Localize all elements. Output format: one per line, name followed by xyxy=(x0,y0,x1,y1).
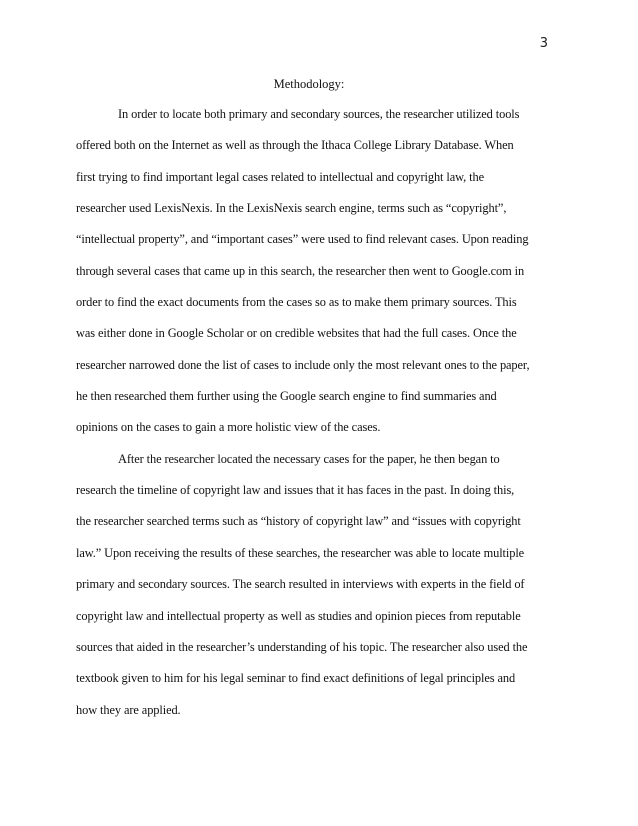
body-text xyxy=(76,106,550,733)
paragraph-2-line: copyright law and intellectual property as well as studies and opinion pieces from reputable xyxy=(76,608,521,623)
paragraph-1-line: In order to locate both primary and secondary sources, the researcher utilized tools xyxy=(118,107,520,121)
paragraph-1-line: was either done in Google Scholar or on credible websites that had the full cases. Once the xyxy=(76,326,517,341)
paragraph-1-line: offered both on the Internet as well as through the Ithaca College Library Database. When xyxy=(76,138,514,153)
paragraph-2-line: research the timeline of copyright law and issues that it has faces in the past. In doing this, xyxy=(76,483,515,498)
paragraph-1-line: researcher narrowed done the list of cases to include only the most relevant ones to the paper, xyxy=(76,357,530,372)
paragraph-1-line: first trying to find important legal cases related to intellectual and copyright law, the xyxy=(76,169,485,184)
page-number: 3 xyxy=(539,36,548,51)
paragraph-2-line: textbook given to him for his legal seminar to find exact definitions of legal principles and xyxy=(76,671,516,686)
paragraph-2-line: primary and secondary sources. The search resulted in interviews with experts in the field of xyxy=(76,577,525,592)
paragraph-1-line: opinions on the cases to gain a more holistic view of the cases. xyxy=(76,420,381,435)
paragraph-1-line: he then researched them further using the Google search engine to find summaries and xyxy=(76,389,497,404)
section-heading: Methodology: xyxy=(273,77,345,91)
paragraph-1-line: “intellectual property”, and “important cases” were used to find relevant cases. Upon reading xyxy=(76,232,529,247)
paragraph-2-line: how they are applied. xyxy=(76,702,181,717)
paragraph-1-line: researcher used LexisNexis. In the LexisNexis search engine, terms such as “copyright”, xyxy=(76,201,507,216)
paragraph-1-line: order to find the exact documents from the cases so as to make them primary sources. This xyxy=(76,295,517,310)
paragraph-1-line: through several cases that came up in this search, the researcher then went to Google.com in xyxy=(76,263,525,278)
paragraph-2-line: law.” Upon receiving the results of these searches, the researcher was able to locate multiple xyxy=(76,545,525,560)
paragraph-2-line: sources that aided in the researcher’s understanding of his topic. The researcher also used the xyxy=(76,639,528,654)
paragraph-2-line: After the researcher located the necessary cases for the paper, he then began to xyxy=(118,451,500,466)
paragraph-2-line: the researcher searched terms such as “history of copyright law” and “issues with copyright xyxy=(76,514,521,529)
